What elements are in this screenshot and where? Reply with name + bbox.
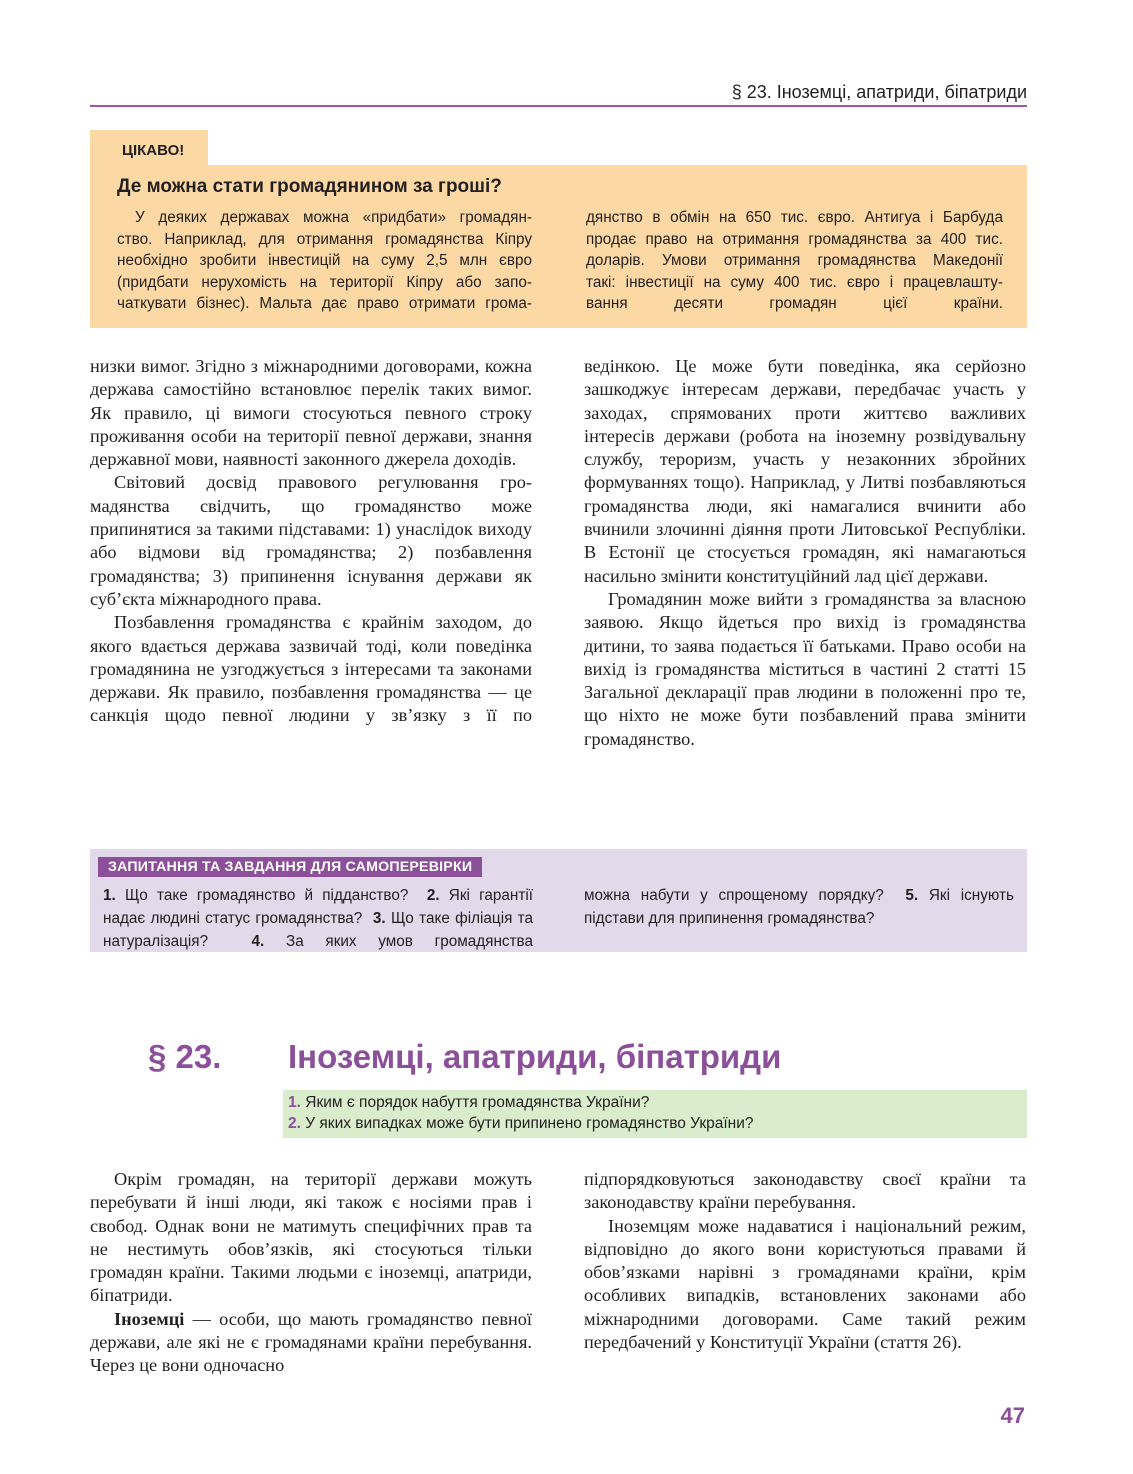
interest-line: дянство в обмін на 650 тис. євро. Антигуа і Барбуда [586, 209, 1003, 226]
prompt-text: Яким є порядок набуття громадянства України? [305, 1094, 650, 1111]
interest-left-column [117, 207, 532, 315]
question-number: 1. [103, 887, 116, 904]
question-text: можна набути у спрощеному порядку? [584, 887, 884, 904]
body-top-left-column [90, 355, 532, 728]
section-title: Іноземці, апатриди, біпатриди [288, 1038, 782, 1075]
body-top-right-column [584, 355, 1026, 751]
question-text: Які гарантії надає людині статус громадянства? [103, 887, 533, 927]
interest-line: доларів. Умови отримання громадянства Македонії [586, 252, 1003, 269]
question-text: Що таке громадянство й підданство? [124, 887, 409, 904]
question-text: За яких умов громадянства [285, 933, 534, 950]
interest-line: (придбати нерухомість на території Кіпру або запо- [117, 273, 532, 291]
prompt-number: 2. [288, 1115, 301, 1132]
interest-title: Де можна стати громадянином за гроші? [117, 176, 502, 197]
prompt-item [288, 1114, 754, 1134]
paragraph: Окрім громадян, на території держави можуть перебувати й інші люди, які також є носіями прав і свобод. Однак вони не матимуть специфічних прав та не нестимуть обов’язків, які стосуються тільки громадян країни. Такими людьми є іноземці, апатриди, біпатриди. [90, 1169, 532, 1306]
interest-line: вання десяти громадян цієї країни. [586, 295, 1003, 312]
prompt-item [288, 1093, 649, 1113]
section-number: § 23. [148, 1038, 222, 1075]
paragraph: Іноземцям може надаватися і національний режим, відповідно до якого вони користуються правами й обов’язками нарівні з громадянами країни, крім особливих випадків, встановлених законами або міжнародними договорами. Саме такий режим передбачений у Конституції України (стаття 26). [584, 1215, 1026, 1353]
interest-line: У деяких державах можна «придбати» громадян- [135, 209, 532, 226]
interest-line: ство. Наприклад, для отримання громадянства Кіпру [117, 230, 532, 248]
prompt-number: 1. [288, 1094, 301, 1111]
header-rule [90, 105, 1027, 107]
paragraph: підпорядковуються законодавству своєї країни та законодавству країни перебування. [584, 1169, 1026, 1213]
question-number: 4. [251, 933, 265, 950]
body-bottom-left-column [90, 1168, 532, 1378]
questions-label: ЗАПИТАННЯ ТА ЗАВДАННЯ ДЛЯ САМОПЕРЕВІРКИ [98, 857, 482, 877]
paragraph: Світовий досвід правового регулювання громадянства свідчить, що громадянство може припинятися за такими підставами: 1) унаслідок виходу або відмови від громадянства; 2) позбавлення громадянства; 3) припинення існування держави як суб’єкта міжнародного права. [90, 472, 532, 609]
interest-label: ЦІКАВО! [90, 130, 208, 166]
page-number: 47 [1000, 1403, 1025, 1428]
interest-line: продає право на отримання громадянства за 400 тис. [586, 230, 1003, 248]
interest-line: необхідно зробити інвестицій на суму 2,5 млн євро [117, 252, 532, 269]
interest-right-column [586, 207, 1003, 315]
questions-right-column [584, 884, 1014, 930]
paragraph: Позбавлення громадянства є крайнім заходом, до якого вдається держава зазвичай тоді, коли поведінка громадянина не узгоджується з інтересами та законами держави. Як правило, позбавлення громадянства — це санкція щодо певної людини у зв’язку з її по [90, 612, 532, 726]
term-definition: — особи, що мають громадянство певної держави, але які не є громадянами країни перебування. Через це вони одночасно [90, 1308, 532, 1376]
paragraph: низки вимог. Згідно з міжнародними договорами, кожна держава самостійно встановлює перелік таких вимог. Як правило, ці вимоги стосуються певного строку проживання особи на території певної держави, знання державної мови, наявності законного джерела доходів. [90, 356, 532, 470]
paragraph [90, 1308, 532, 1378]
interest-line: чаткувати бізнес). Мальта дає право отримати грома- [117, 295, 532, 312]
running-header: § 23. Іноземці, апатриди, біпатриди [731, 82, 1027, 102]
question-text: Що таке філіація та натуралізація? [103, 910, 534, 950]
prompt-text: У яких випадках може бути припинено громадянство України? [305, 1115, 754, 1132]
question-text: Які існують підстави для припинення громадянства? [584, 887, 1015, 927]
question-number: 5. [905, 887, 919, 904]
interest-line: такі: інвестиції на суму 400 тис. євро і працевлашту- [586, 273, 1003, 291]
body-bottom-right-column [584, 1168, 1026, 1354]
question-number: 3. [372, 910, 386, 927]
paragraph: Громадянин може вийти з громадянства за власною заявою. Якщо йдеться про вихід із громадянства дитини, то заява подається її батьками. Право особи на вихід із громадянства міститься в частині 2 статті 15 Загальної декларації прав людини в положенні про те, що ніхто не може бути позбавлений права змінити громадянство. [584, 588, 1026, 749]
questions-left-column [103, 884, 533, 953]
paragraph: ведінкою. Це може бути поведінка, яка серйозно зашкоджує інтересам держави, передбачає участь у заходах, спрямованих проти життєво важливих інтересів держави (робота на іноземну розвідувальну службу, тероризм, участь у незаконних збройних формуваннях тощо). Наприклад, у Литві позбавляються громадянства люди, які намагалися вчинити або вчинили злочинні діяння проти Литовської Республіки. В Естонії це стосується громадян, які намагаються насильно змінити конституційний лад цієї держави. [584, 356, 1026, 586]
question-number: 2. [426, 887, 440, 904]
term: Іноземці [114, 1308, 185, 1329]
